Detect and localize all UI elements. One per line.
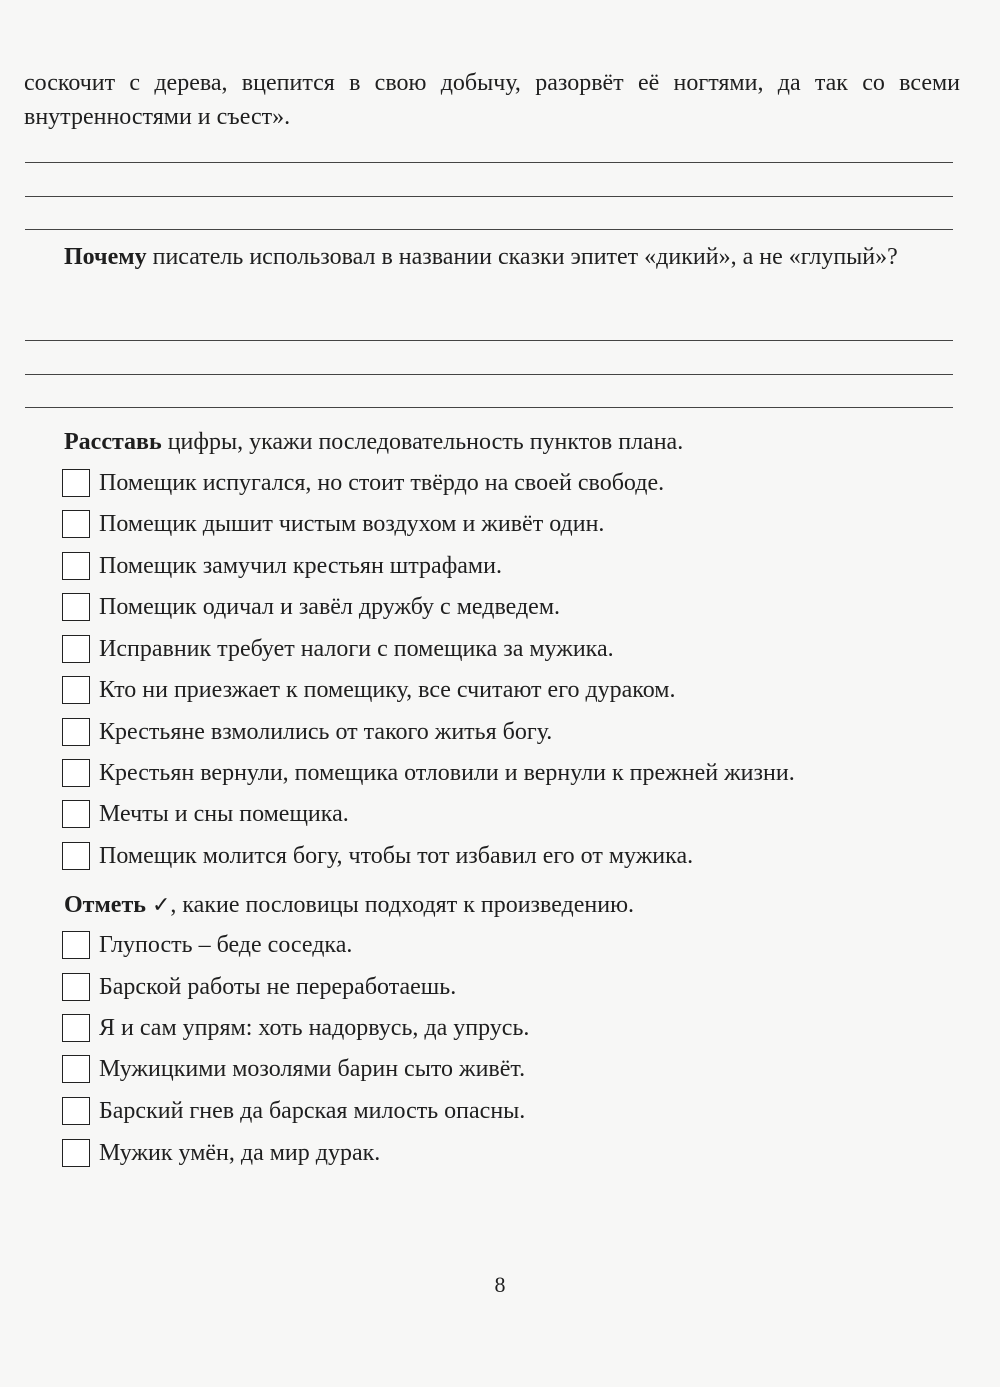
plan-item: [62, 508, 604, 540]
proverb-item: [62, 1095, 525, 1127]
plan-item: [62, 840, 693, 872]
check-box[interactable]: [62, 1097, 90, 1125]
number-box[interactable]: [62, 800, 90, 828]
proverb-item: [62, 1053, 525, 1085]
quote-text: соскочит с дерева, вцепится в свою добычу, разорвёт её ногтями, да так со всеми внутренностями и съест».: [24, 70, 960, 130]
check-box[interactable]: [62, 1055, 90, 1083]
plan-item: [62, 591, 560, 623]
proverb-item: [62, 929, 352, 961]
check-box[interactable]: [62, 973, 90, 1001]
number-box[interactable]: [62, 469, 90, 497]
check-box[interactable]: [62, 931, 90, 959]
number-box[interactable]: [62, 676, 90, 704]
proverb-item-text: Глупость – беде соседка.: [99, 932, 353, 958]
proverb-task-keyword: Отметь: [64, 892, 146, 918]
proverb-item-text: Барский гнев да барская милость опасны.: [99, 1098, 526, 1124]
answer-line-2[interactable]: [25, 196, 953, 197]
plan-item-text: Помещик замучил крестьян штрафами.: [99, 553, 502, 579]
question-why: [24, 240, 960, 274]
question-why-text: писатель использовал в названии сказки эпитет «дикий», а не «глупый»?: [146, 244, 898, 270]
plan-task-text: цифры, укажи последовательность пунктов плана.: [161, 429, 684, 455]
proverb-task-heading: [64, 889, 634, 922]
number-box[interactable]: [62, 842, 90, 870]
proverb-item-text: Я и сам упрям: хоть надорвусь, да упрусь.: [99, 1015, 530, 1041]
plan-item: [62, 798, 349, 830]
answer-line-6[interactable]: [25, 407, 953, 408]
answer-line-4[interactable]: [25, 340, 953, 341]
proverb-item: [62, 971, 456, 1003]
question-why-keyword: Почему: [64, 244, 147, 270]
number-box[interactable]: [62, 510, 90, 538]
plan-item: [62, 550, 502, 582]
number-box[interactable]: [62, 552, 90, 580]
plan-item-text: Крестьян вернули, помещика отловили и вернули к прежней жизни.: [99, 760, 795, 786]
proverb-item: [62, 1012, 529, 1044]
plan-item-text: Помещик дышит чистым воздухом и живёт один.: [99, 511, 605, 537]
proverb-task-text: , какие пословицы подходят к произведению.: [170, 892, 635, 918]
plan-item-text: Исправник требует налоги с помещика за мужика.: [99, 636, 614, 662]
number-box[interactable]: [62, 635, 90, 663]
plan-item: [62, 716, 552, 748]
plan-item: [62, 674, 675, 706]
page-number: 8: [494, 1272, 506, 1297]
number-box[interactable]: [62, 718, 90, 746]
proverb-item-text: Мужик умён, да мир дурак.: [99, 1140, 381, 1166]
plan-item-text: Кто ни приезжает к помещику, все считают его дураком.: [99, 677, 676, 703]
plan-item-text: Помещик одичал и завёл дружбу с медведем.: [99, 594, 561, 620]
plan-item: [62, 467, 664, 499]
plan-item-text: Мечты и сны помещика.: [99, 801, 349, 827]
check-box[interactable]: [62, 1014, 90, 1042]
plan-item-text: Помещик молится богу, чтобы тот избавил его от мужика.: [99, 843, 694, 869]
plan-task-keyword: Расставь: [64, 429, 162, 455]
check-box[interactable]: [62, 1139, 90, 1167]
answer-line-3[interactable]: [25, 229, 953, 230]
proverb-item-text: Мужицкими мозолями барин сыто живёт.: [99, 1056, 526, 1082]
plan-task-heading: [64, 426, 683, 458]
answer-line-5[interactable]: [25, 374, 953, 375]
proverb-item: [62, 1137, 380, 1169]
plan-item-text: Помещик испугался, но стоит твёрдо на своей свободе.: [99, 470, 665, 496]
number-box[interactable]: [62, 759, 90, 787]
answer-line-1[interactable]: [25, 162, 953, 163]
plan-item-text: Крестьяне взмолились от такого житья богу.: [99, 719, 553, 745]
plan-item: [62, 757, 795, 789]
checkmark-icon: ✓: [151, 893, 171, 918]
quote-paragraph: [24, 66, 960, 134]
plan-item: [62, 633, 614, 665]
proverb-item-text: Барской работы не переработаешь.: [99, 974, 457, 1000]
number-box[interactable]: [62, 593, 90, 621]
